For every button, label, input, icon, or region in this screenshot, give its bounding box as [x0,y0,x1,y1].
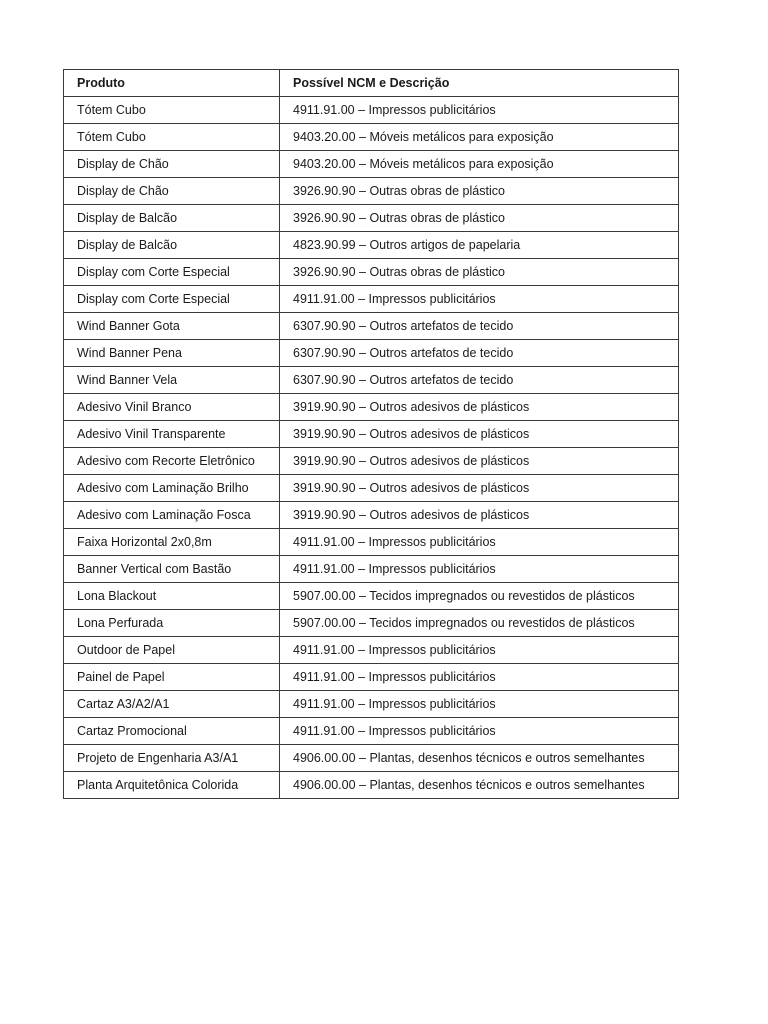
table-row [64,232,679,259]
table-row [64,556,679,583]
ncm-descricao-cell: 4911.91.00 – Impressos publicitários [280,718,679,745]
ncm-descricao-cell: 5907.00.00 – Tecidos impregnados ou revestidos de plásticos [280,610,679,637]
table-row [64,313,679,340]
ncm-descricao-cell: 3919.90.90 – Outros adesivos de plásticos [280,394,679,421]
ncm-descricao-cell: 4906.00.00 – Plantas, desenhos técnicos e outros semelhantes [280,772,679,799]
produto-cell: Lona Perfurada [64,610,280,637]
produto-cell: Wind Banner Gota [64,313,280,340]
produto-cell: Adesivo Vinil Transparente [64,421,280,448]
table-row [64,718,679,745]
table-row [64,97,679,124]
header-row [64,70,679,97]
table-row [64,502,679,529]
ncm-descricao-cell: 4911.91.00 – Impressos publicitários [280,529,679,556]
produto-cell: Adesivo com Laminação Brilho [64,475,280,502]
ncm-descricao-cell: 9403.20.00 – Móveis metálicos para exposição [280,124,679,151]
header-ncm-descricao: Possível NCM e Descrição [280,70,679,97]
produto-cell: Banner Vertical com Bastão [64,556,280,583]
produto-cell: Adesivo com Laminação Fosca [64,502,280,529]
ncm-descricao-cell: 3926.90.90 – Outras obras de plástico [280,205,679,232]
ncm-descricao-cell: 3919.90.90 – Outros adesivos de plásticos [280,448,679,475]
table-header [64,70,679,97]
ncm-descricao-cell: 4906.00.00 – Plantas, desenhos técnicos e outros semelhantes [280,745,679,772]
ncm-descricao-cell: 3926.90.90 – Outras obras de plástico [280,178,679,205]
ncm-table [63,69,679,799]
ncm-descricao-cell: 3919.90.90 – Outros adesivos de plásticos [280,421,679,448]
table-row [64,178,679,205]
produto-cell: Display de Balcão [64,205,280,232]
produto-cell: Tótem Cubo [64,124,280,151]
table-row [64,745,679,772]
produto-cell: Display com Corte Especial [64,286,280,313]
table-row [64,610,679,637]
produto-cell: Outdoor de Papel [64,637,280,664]
table-row [64,637,679,664]
table-row [64,448,679,475]
produto-cell: Display de Chão [64,178,280,205]
produto-cell: Tótem Cubo [64,97,280,124]
ncm-descricao-cell: 4911.91.00 – Impressos publicitários [280,637,679,664]
table-row [64,286,679,313]
produto-cell: Wind Banner Pena [64,340,280,367]
table-row [64,772,679,799]
produto-cell: Cartaz Promocional [64,718,280,745]
ncm-descricao-cell: 4911.91.00 – Impressos publicitários [280,691,679,718]
ncm-descricao-cell: 4911.91.00 – Impressos publicitários [280,286,679,313]
table-row [64,421,679,448]
table-row [64,475,679,502]
table-row [64,124,679,151]
ncm-descricao-cell: 3919.90.90 – Outros adesivos de plásticos [280,502,679,529]
table-row [64,340,679,367]
header-produto: Produto [64,70,280,97]
ncm-descricao-cell: 4911.91.00 – Impressos publicitários [280,97,679,124]
produto-cell: Lona Blackout [64,583,280,610]
produto-cell: Faixa Horizontal 2x0,8m [64,529,280,556]
produto-cell: Planta Arquitetônica Colorida [64,772,280,799]
table-row [64,205,679,232]
ncm-descricao-cell: 3926.90.90 – Outras obras de plástico [280,259,679,286]
produto-cell: Projeto de Engenharia A3/A1 [64,745,280,772]
table-row [64,367,679,394]
produto-cell: Display com Corte Especial [64,259,280,286]
table-row [64,529,679,556]
table-row [64,394,679,421]
ncm-descricao-cell: 4911.91.00 – Impressos publicitários [280,664,679,691]
ncm-descricao-cell: 3919.90.90 – Outros adesivos de plásticos [280,475,679,502]
produto-cell: Adesivo com Recorte Eletrônico [64,448,280,475]
table-row [64,664,679,691]
ncm-descricao-cell: 4911.91.00 – Impressos publicitários [280,556,679,583]
ncm-descricao-cell: 6307.90.90 – Outros artefatos de tecido [280,367,679,394]
produto-cell: Display de Chão [64,151,280,178]
ncm-descricao-cell: 4823.90.99 – Outros artigos de papelaria [280,232,679,259]
produto-cell: Painel de Papel [64,664,280,691]
produto-cell: Display de Balcão [64,232,280,259]
ncm-descricao-cell: 6307.90.90 – Outros artefatos de tecido [280,340,679,367]
produto-cell: Adesivo Vinil Branco [64,394,280,421]
table-row [64,691,679,718]
ncm-descricao-cell: 5907.00.00 – Tecidos impregnados ou revestidos de plásticos [280,583,679,610]
table-row [64,583,679,610]
table-row [64,259,679,286]
table-body [64,97,679,799]
table-row [64,151,679,178]
produto-cell: Cartaz A3/A2/A1 [64,691,280,718]
ncm-descricao-cell: 9403.20.00 – Móveis metálicos para exposição [280,151,679,178]
ncm-descricao-cell: 6307.90.90 – Outros artefatos de tecido [280,313,679,340]
produto-cell: Wind Banner Vela [64,367,280,394]
